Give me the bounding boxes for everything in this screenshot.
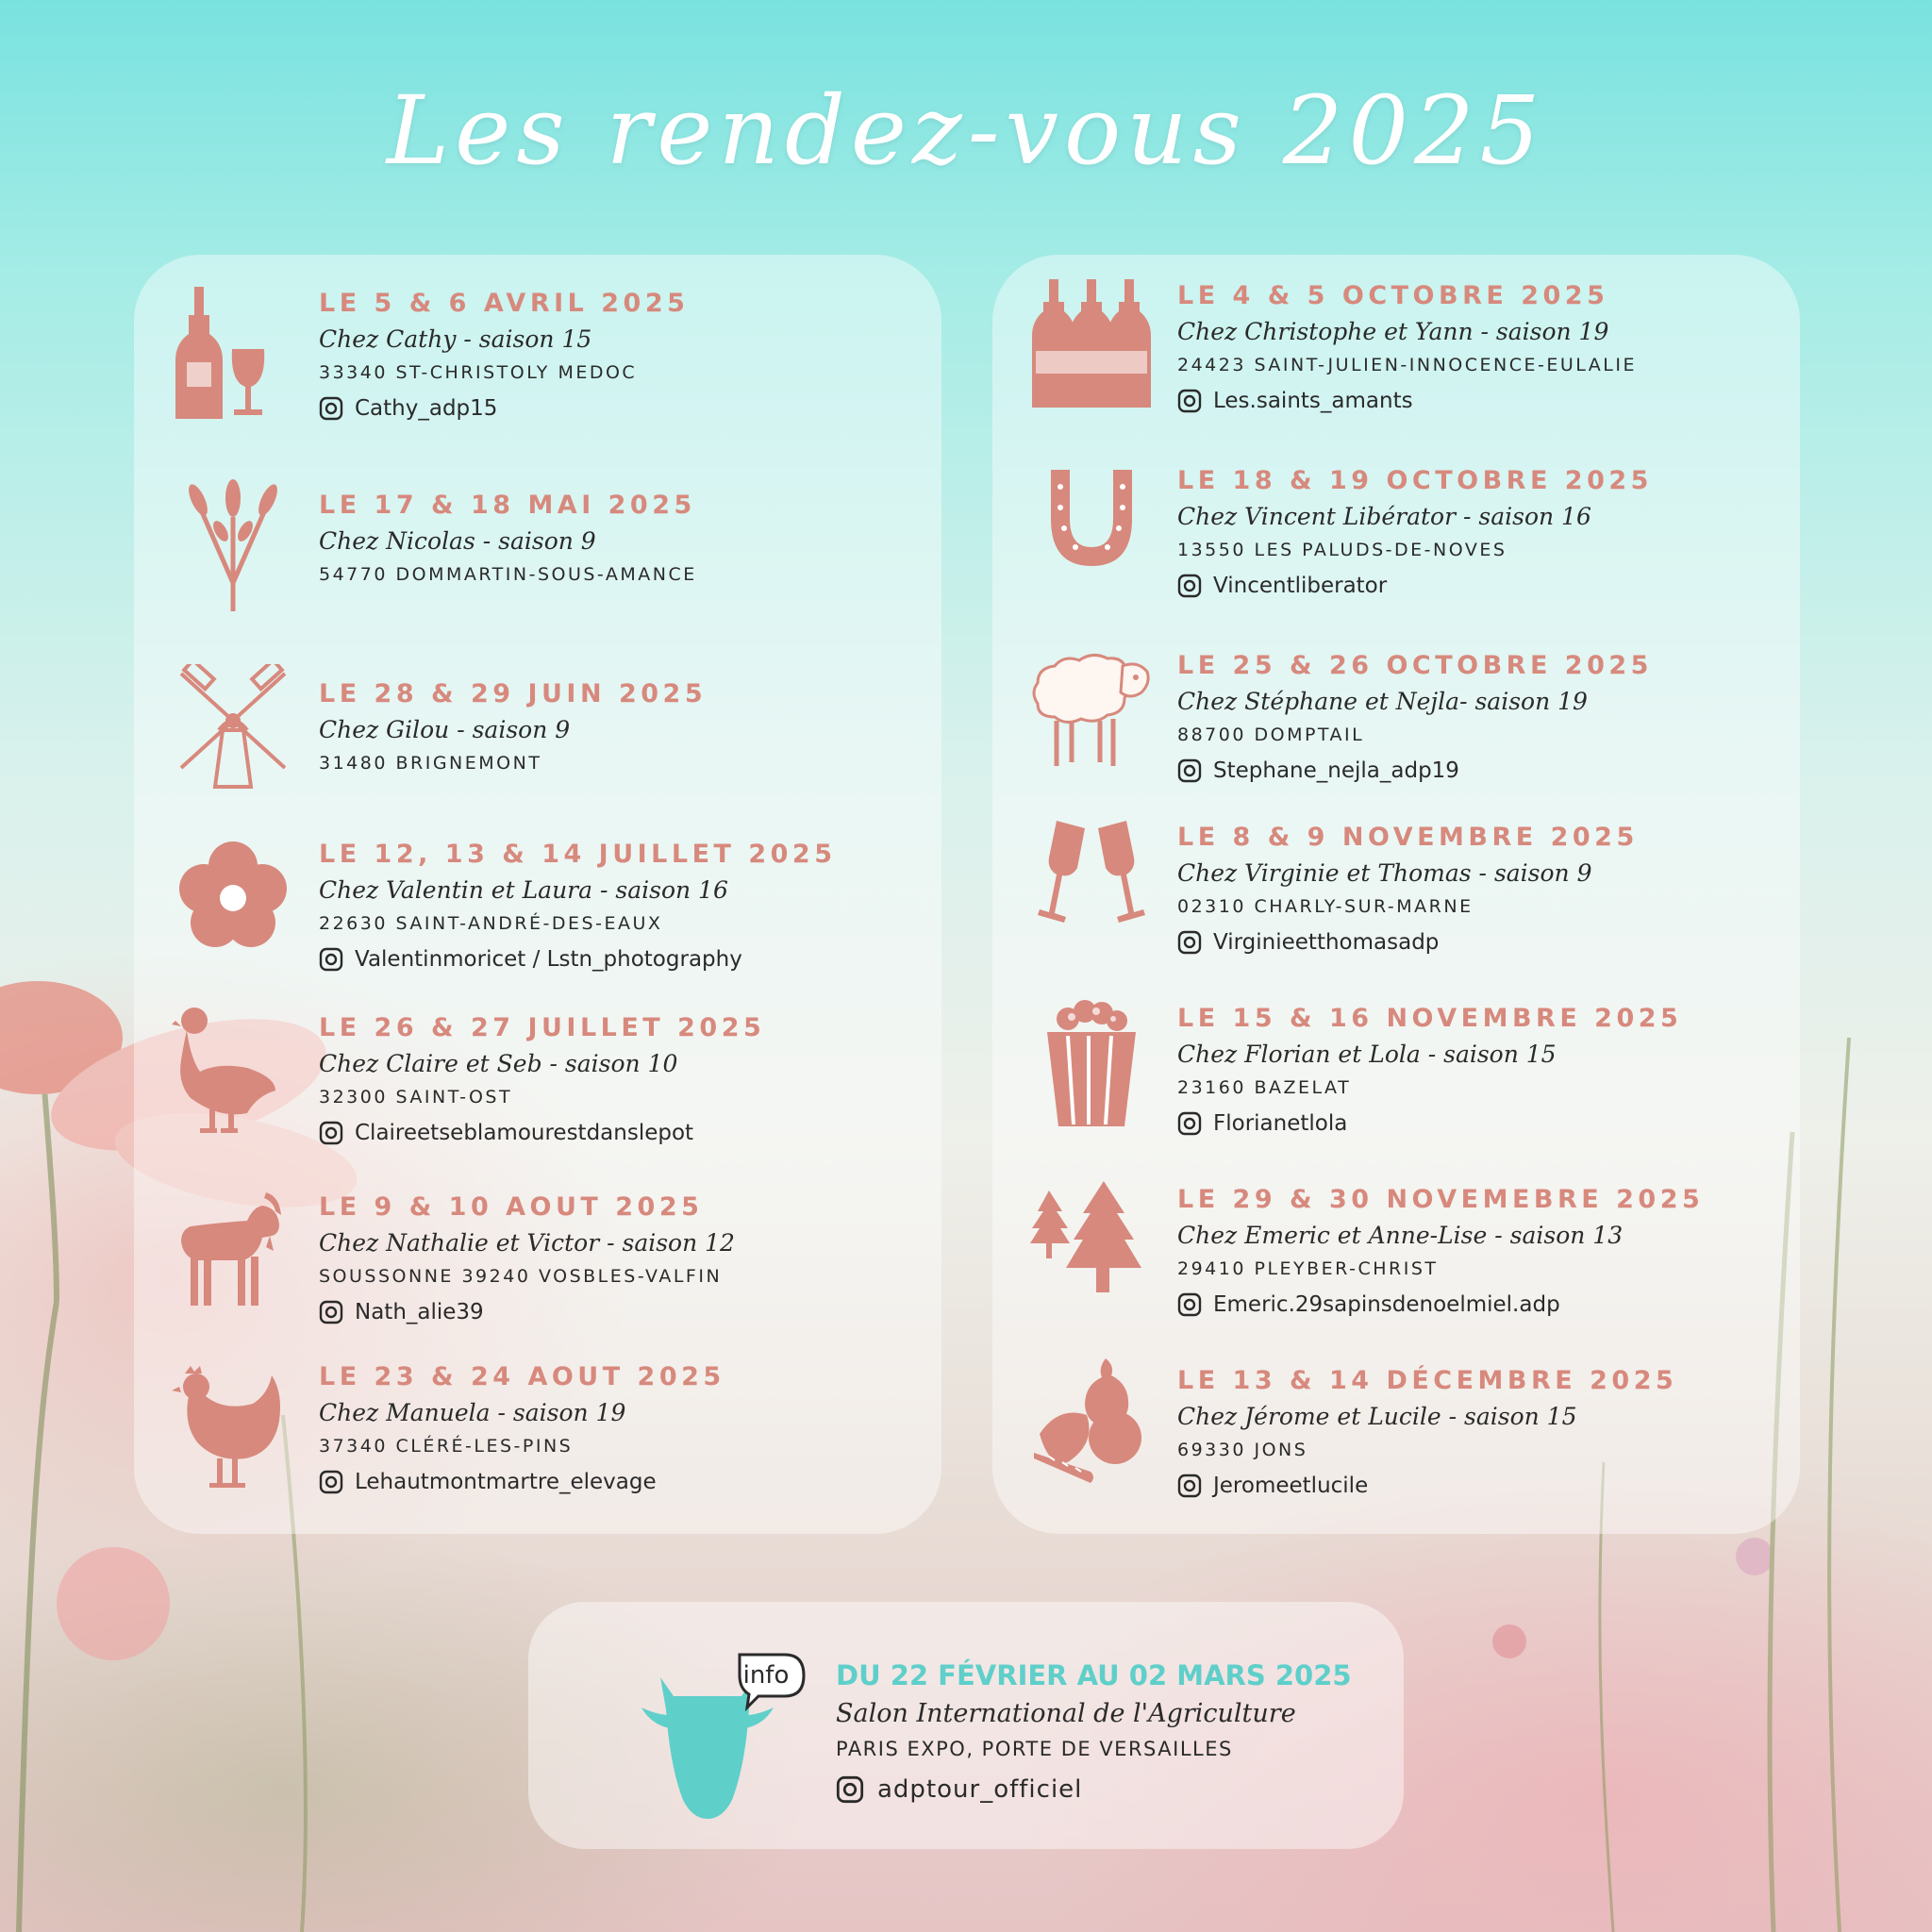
instagram-icon [1177, 574, 1202, 598]
event-host: Chez Florian et Lola - saison 15 [1177, 1041, 1557, 1068]
vegetables-icon [1030, 1358, 1153, 1491]
event-date: LE 28 & 29 JUIN 2025 [319, 679, 708, 708]
info-bubble-label: info [742, 1661, 790, 1690]
instagram-row[interactable] [1177, 383, 1781, 419]
instagram-icon [836, 1775, 864, 1804]
instagram-handle[interactable]: Claireetseblamourestdanslepot [355, 1121, 694, 1145]
page-title: Les rendez-vous 2025 [386, 75, 1546, 186]
instagram-icon [1177, 758, 1202, 783]
instagram-handle[interactable]: Jeromeetlucile [1213, 1474, 1369, 1498]
event-date: LE 12, 13 & 14 JUILLET 2025 [319, 840, 837, 869]
instagram-row[interactable] [319, 941, 923, 977]
instagram-icon [1177, 1111, 1202, 1136]
instagram-handle[interactable]: Les.saints_amants [1213, 389, 1413, 413]
cow-head-icon [623, 1649, 811, 1838]
event-address: 37340 CLÉRÉ-LES-PINS [319, 1436, 574, 1457]
instagram-handle[interactable]: Virginieetthomasadp [1213, 930, 1440, 955]
instagram-row[interactable] [1177, 753, 1781, 789]
flower-icon [172, 832, 294, 964]
info-date: DU 22 FÉVRIER AU 02 MARS 2025 [836, 1659, 1352, 1691]
instagram-icon [1177, 930, 1202, 955]
instagram-row[interactable] [319, 1115, 923, 1151]
event-host: Chez Stéphane et Nejla- saison 19 [1177, 688, 1588, 715]
goose-icon [172, 1004, 294, 1136]
event-host: Chez Nicolas - saison 9 [319, 527, 596, 555]
wheat-icon [172, 479, 294, 611]
instagram-handle[interactable]: Vincentliberator [1213, 574, 1388, 598]
event-address: 23160 BAZELAT [1177, 1077, 1352, 1098]
instagram-row[interactable] [836, 1772, 1352, 1807]
event-address: 24423 SAINT-JULIEN-INNOCENCE-EULALIE [1177, 355, 1637, 375]
event-host: Chez Christophe et Yann - saison 19 [1177, 318, 1609, 345]
instagram-icon [1177, 1474, 1202, 1498]
event-date: LE 5 & 6 AVRIL 2025 [319, 289, 690, 318]
event-date: LE 26 & 27 JUILLET 2025 [319, 1013, 766, 1042]
instagram-row[interactable] [1177, 1106, 1781, 1141]
event-address: 33340 ST-CHRISTOLY MEDOC [319, 362, 638, 383]
instagram-handle[interactable]: Stephane_nejla_adp19 [1213, 758, 1459, 783]
event-address: 54770 DOMMARTIN-SOUS-AMANCE [319, 564, 697, 585]
event-date: LE 4 & 5 OCTOBRE 2025 [1177, 281, 1609, 310]
instagram-icon [1177, 1292, 1202, 1317]
popcorn-icon [1030, 998, 1153, 1130]
event-host: Chez Manuela - saison 19 [319, 1399, 626, 1426]
event-address: SOUSSONNE 39240 VOSBLES-VALFIN [319, 1266, 723, 1287]
bottles-icon [1030, 279, 1153, 411]
event-date: LE 13 & 14 DÉCEMBRE 2025 [1177, 1366, 1678, 1395]
event-date: LE 18 & 19 OCTOBRE 2025 [1177, 466, 1653, 495]
wine-icon [172, 287, 294, 419]
instagram-handle[interactable]: Cathy_adp15 [355, 396, 498, 421]
instagram-row[interactable] [1177, 924, 1781, 960]
instagram-handle[interactable]: adptour_officiel [877, 1775, 1083, 1804]
event-date: LE 25 & 26 OCTOBRE 2025 [1177, 651, 1653, 680]
horseshoe-icon [1030, 460, 1153, 592]
event-date: LE 23 & 24 AOUT 2025 [319, 1362, 725, 1391]
event-address: 13550 LES PALUDS-DE-NOVES [1177, 540, 1507, 560]
champagne-icon [1030, 811, 1153, 943]
event-date: LE 9 & 10 AOUT 2025 [319, 1192, 704, 1222]
instagram-row[interactable] [319, 1464, 923, 1500]
event-host: Chez Jérome et Lucile - saison 15 [1177, 1403, 1577, 1430]
info-box [528, 1602, 1404, 1849]
chicken-icon [172, 1360, 294, 1492]
event-host: Chez Cathy - saison 15 [319, 325, 592, 353]
fir-trees-icon [1030, 1181, 1153, 1313]
instagram-icon [319, 1470, 343, 1494]
event-date: LE 29 & 30 NOVEMEBRE 2025 [1177, 1185, 1705, 1214]
instagram-icon [319, 947, 343, 972]
event-host: Chez Vincent Libérator - saison 16 [1177, 503, 1591, 530]
event-host: Chez Virginie et Thomas - saison 9 [1177, 859, 1592, 887]
event-date: LE 8 & 9 NOVEMBRE 2025 [1177, 823, 1639, 852]
event-address: 69330 JONS [1177, 1440, 1308, 1460]
instagram-row[interactable] [1177, 568, 1781, 604]
event-host: Chez Gilou - saison 9 [319, 716, 571, 743]
event-address: 29410 PLEYBER-CHRIST [1177, 1258, 1439, 1279]
event-address: 32300 SAINT-OST [319, 1087, 513, 1108]
event-address: 02310 CHARLY-SUR-MARNE [1177, 896, 1474, 917]
info-event-name: Salon International de l'Agriculture [836, 1699, 1296, 1728]
instagram-handle[interactable]: Emeric.29sapinsdenoelmiel.adp [1213, 1292, 1560, 1317]
right-schedule-panel [992, 255, 1800, 1534]
instagram-handle[interactable]: Lehautmontmartre_elevage [355, 1470, 657, 1494]
instagram-row[interactable] [1177, 1287, 1781, 1323]
instagram-handle[interactable]: Florianetlola [1213, 1111, 1348, 1136]
windmill-icon [172, 664, 294, 796]
instagram-handle[interactable]: Valentinmoricet / Lstn_photography [355, 947, 742, 972]
event-address: 22630 SAINT-ANDRÉ-DES-EAUX [319, 913, 663, 934]
instagram-icon [319, 396, 343, 421]
goat-icon [172, 1185, 294, 1317]
instagram-row[interactable] [319, 1294, 923, 1330]
instagram-row[interactable] [319, 391, 923, 426]
left-schedule-panel [134, 255, 941, 1534]
instagram-icon [319, 1121, 343, 1145]
instagram-icon [319, 1300, 343, 1324]
event-host: Chez Nathalie et Victor - saison 12 [319, 1229, 735, 1257]
event-address: 88700 DOMPTAIL [1177, 724, 1365, 745]
instagram-row[interactable] [1177, 1468, 1781, 1504]
event-date: LE 17 & 18 MAI 2025 [319, 491, 696, 520]
event-address: 31480 BRIGNEMONT [319, 753, 542, 774]
sheep-icon [1030, 645, 1153, 777]
info-place: PARIS EXPO, PORTE DE VERSAILLES [836, 1738, 1233, 1760]
event-host: Chez Emeric et Anne-Lise - saison 13 [1177, 1222, 1624, 1249]
event-host: Chez Valentin et Laura - saison 16 [319, 876, 728, 904]
event-host: Chez Claire et Seb - saison 10 [319, 1050, 678, 1077]
instagram-handle[interactable]: Nath_alie39 [355, 1300, 484, 1324]
event-date: LE 15 & 16 NOVEMBRE 2025 [1177, 1004, 1683, 1033]
instagram-icon [1177, 389, 1202, 413]
